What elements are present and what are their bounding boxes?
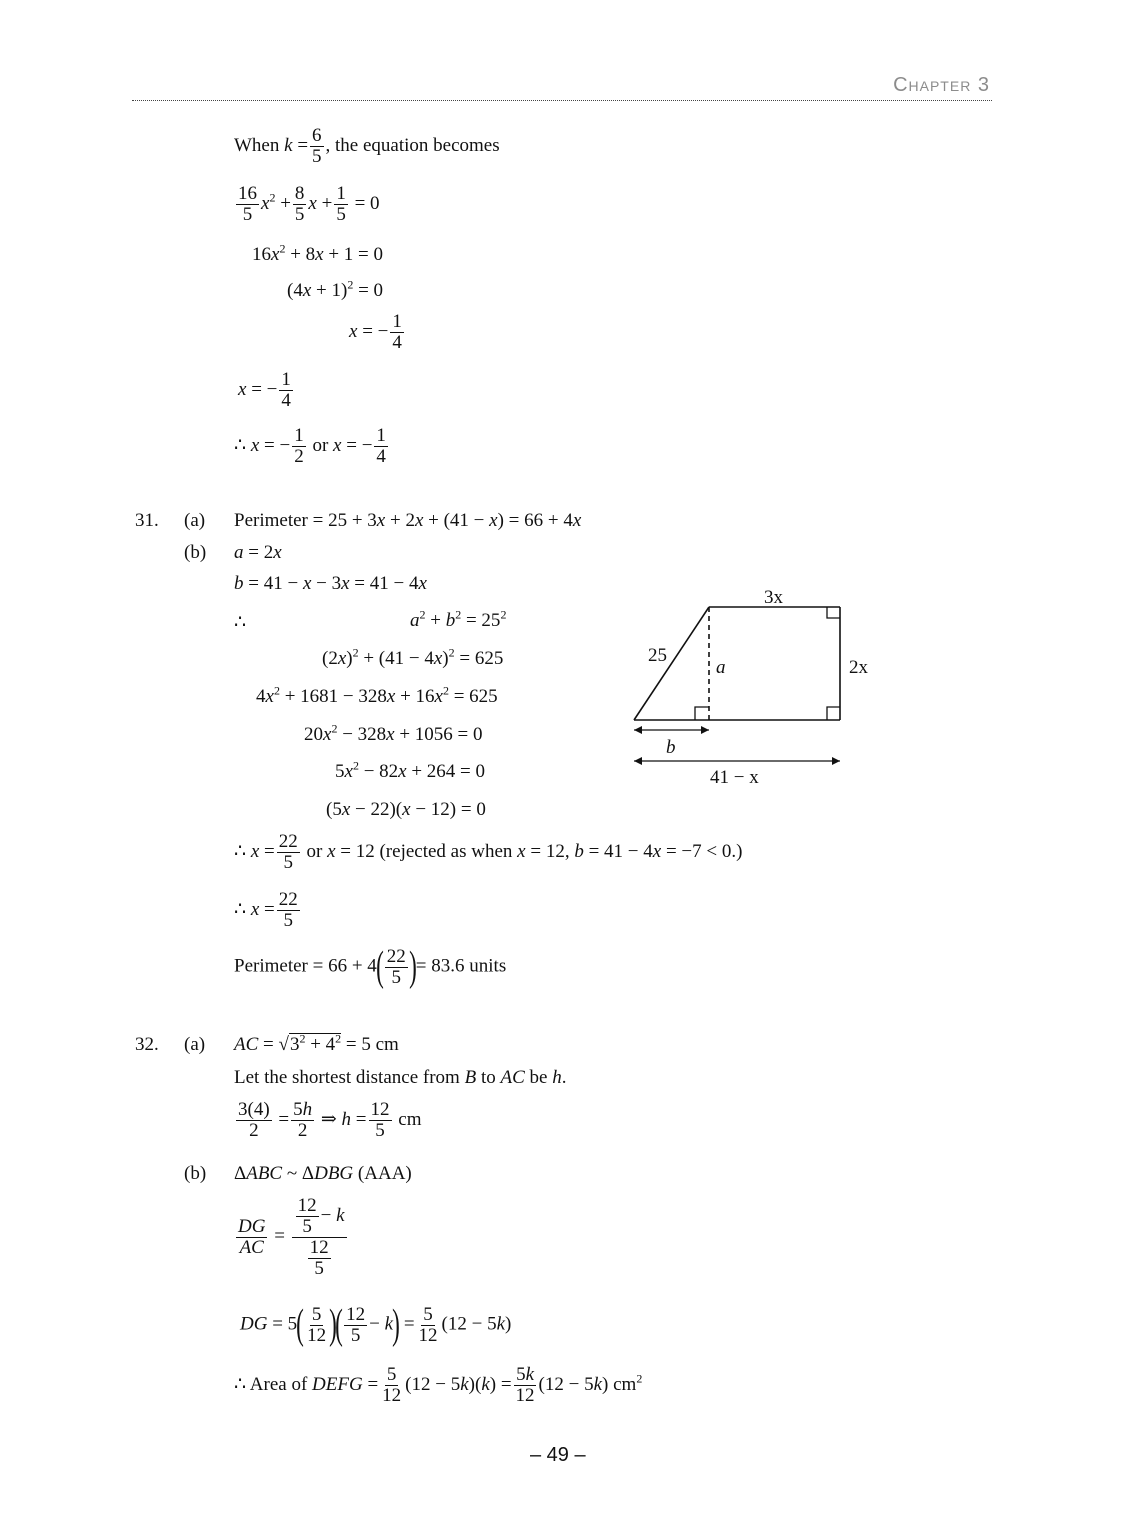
q32b-aaa: (AAA) [357,1163,412,1184]
q31b-root: ∴ x = $\frac{22}{5}$ [234,889,298,931]
diagram-base-part-label: b [666,737,676,758]
q31b-eq3: $4x^2 + 1681 - 328x + 16x^2 = 625$ [256,683,498,707]
q31b-roots: ∴ x = $\frac{22}{5}$ or x = 12 (rejected as when x = 12, b = 41 − 4x = −7 < 0.) [234,831,743,873]
q31b-eq1: $a^2 + b^2 = 25^2$ [410,607,507,631]
diagram-left-label: 25 [648,645,667,666]
trapezium-diagram [620,585,890,790]
q32b-similar: ΔABC ~ ΔDBG (AAA) [234,1163,412,1184]
q31b-b: b = 41 − x − 3x = 41 − 4x [234,573,427,594]
q31b-label: (b) [184,542,207,563]
q31b-a: a = 2x [234,542,282,563]
q31b-eq6: (5x − 22)(x − 12) = 0 [326,799,486,820]
q31a-label: (a) [184,510,206,531]
q30-intro-tail: , the equation becomes [325,134,500,156]
q32a-eq: AC = $√3^2 + 4^2 = 5$ cm [234,1031,399,1055]
diagram-base-label: 41 − x [710,767,759,788]
q32a-label: (a) [184,1034,206,1055]
q30-intro: When k = $\frac{6}{5}$ , the equation becomes [234,125,500,167]
q30-eq3: $(4x + 1)^2 = 0$ [287,277,384,301]
chapter-header: Chapter 3 [893,74,990,96]
q30-intro-when: When [234,134,280,156]
q31-result: = 83.6 units [415,955,507,977]
page-number: – 49 – [530,1444,586,1466]
q32b-ratio: $\frac{DG}{AC}$ = $\frac{12}{5}$ − k $\frac{12}{5}$ [238,1195,345,1279]
q31-perimeter-label: Perimeter [234,955,308,977]
q32a-eq2: $\frac{3(4)}{2}$ = $\frac{5h}{2}$ ⇒ h = $\frac{12}{5}$ cm [238,1099,422,1141]
q30-eq2: $16x^2 + 8x + 1 = 0$ [252,241,384,265]
q32b-label: (b) [184,1163,207,1184]
q31a-text: Perimeter = 25 + 3x + 2x + (41 − x) = 66 + 4x [234,510,582,531]
q32-number: 32. [135,1034,159,1055]
q32b-area-label: Area of [249,1373,308,1395]
q30-eq4: x = − $\frac{1}{4}$ [349,311,402,353]
diagram-right-label: 2x [849,657,868,678]
q30-eq1: $\frac{16}{5}$ $x^2$ + $\frac{8}{5}$ x + $\frac{1}{5}$ = 0 [238,183,380,225]
q32a-result: = 5 cm [345,1034,399,1055]
diagram-top-label: 3x [764,587,783,608]
q32b-dg: DG = 5( $\frac{5}{12}$ )( $\frac{12}{5}$ − k) = $\frac{5}{12}$ (12 − 5k) [240,1302,512,1348]
q31b-perimeter: Perimeter = 66 + 4( $\frac{22}{5}$ )= 83.6 units [234,944,507,990]
q31-number: 31. [135,510,159,531]
diagram-height-label: a [716,657,726,678]
header-rule [132,100,992,101]
q31b-therefore: ∴ [234,612,247,633]
q31b-eq5: $5x^2 - 82x + 264 = 0$ [335,758,486,782]
q31b-eq4: $20x^2 - 328x + 1056 = 0$ [304,721,483,745]
q30-eq5: x = − $\frac{1}{4}$ [238,369,291,411]
q32a-line2: Let the shortest distance from B to AC be h. [234,1067,567,1088]
q32b-area: ∴ Area of DEFG = $\frac{5}{12}$ (12 − 5k)(k) = $\frac{5k}{12}$ (12 − 5k) $cm^2$ [234,1364,643,1406]
q30-conclusion: ∴ x = − $\frac{1}{2}$ or x = − $\frac{1}{4}$ [234,425,386,467]
q31b-eq2: $(2x)^2 + (41 - 4x)^2 = 625$ [322,645,504,669]
